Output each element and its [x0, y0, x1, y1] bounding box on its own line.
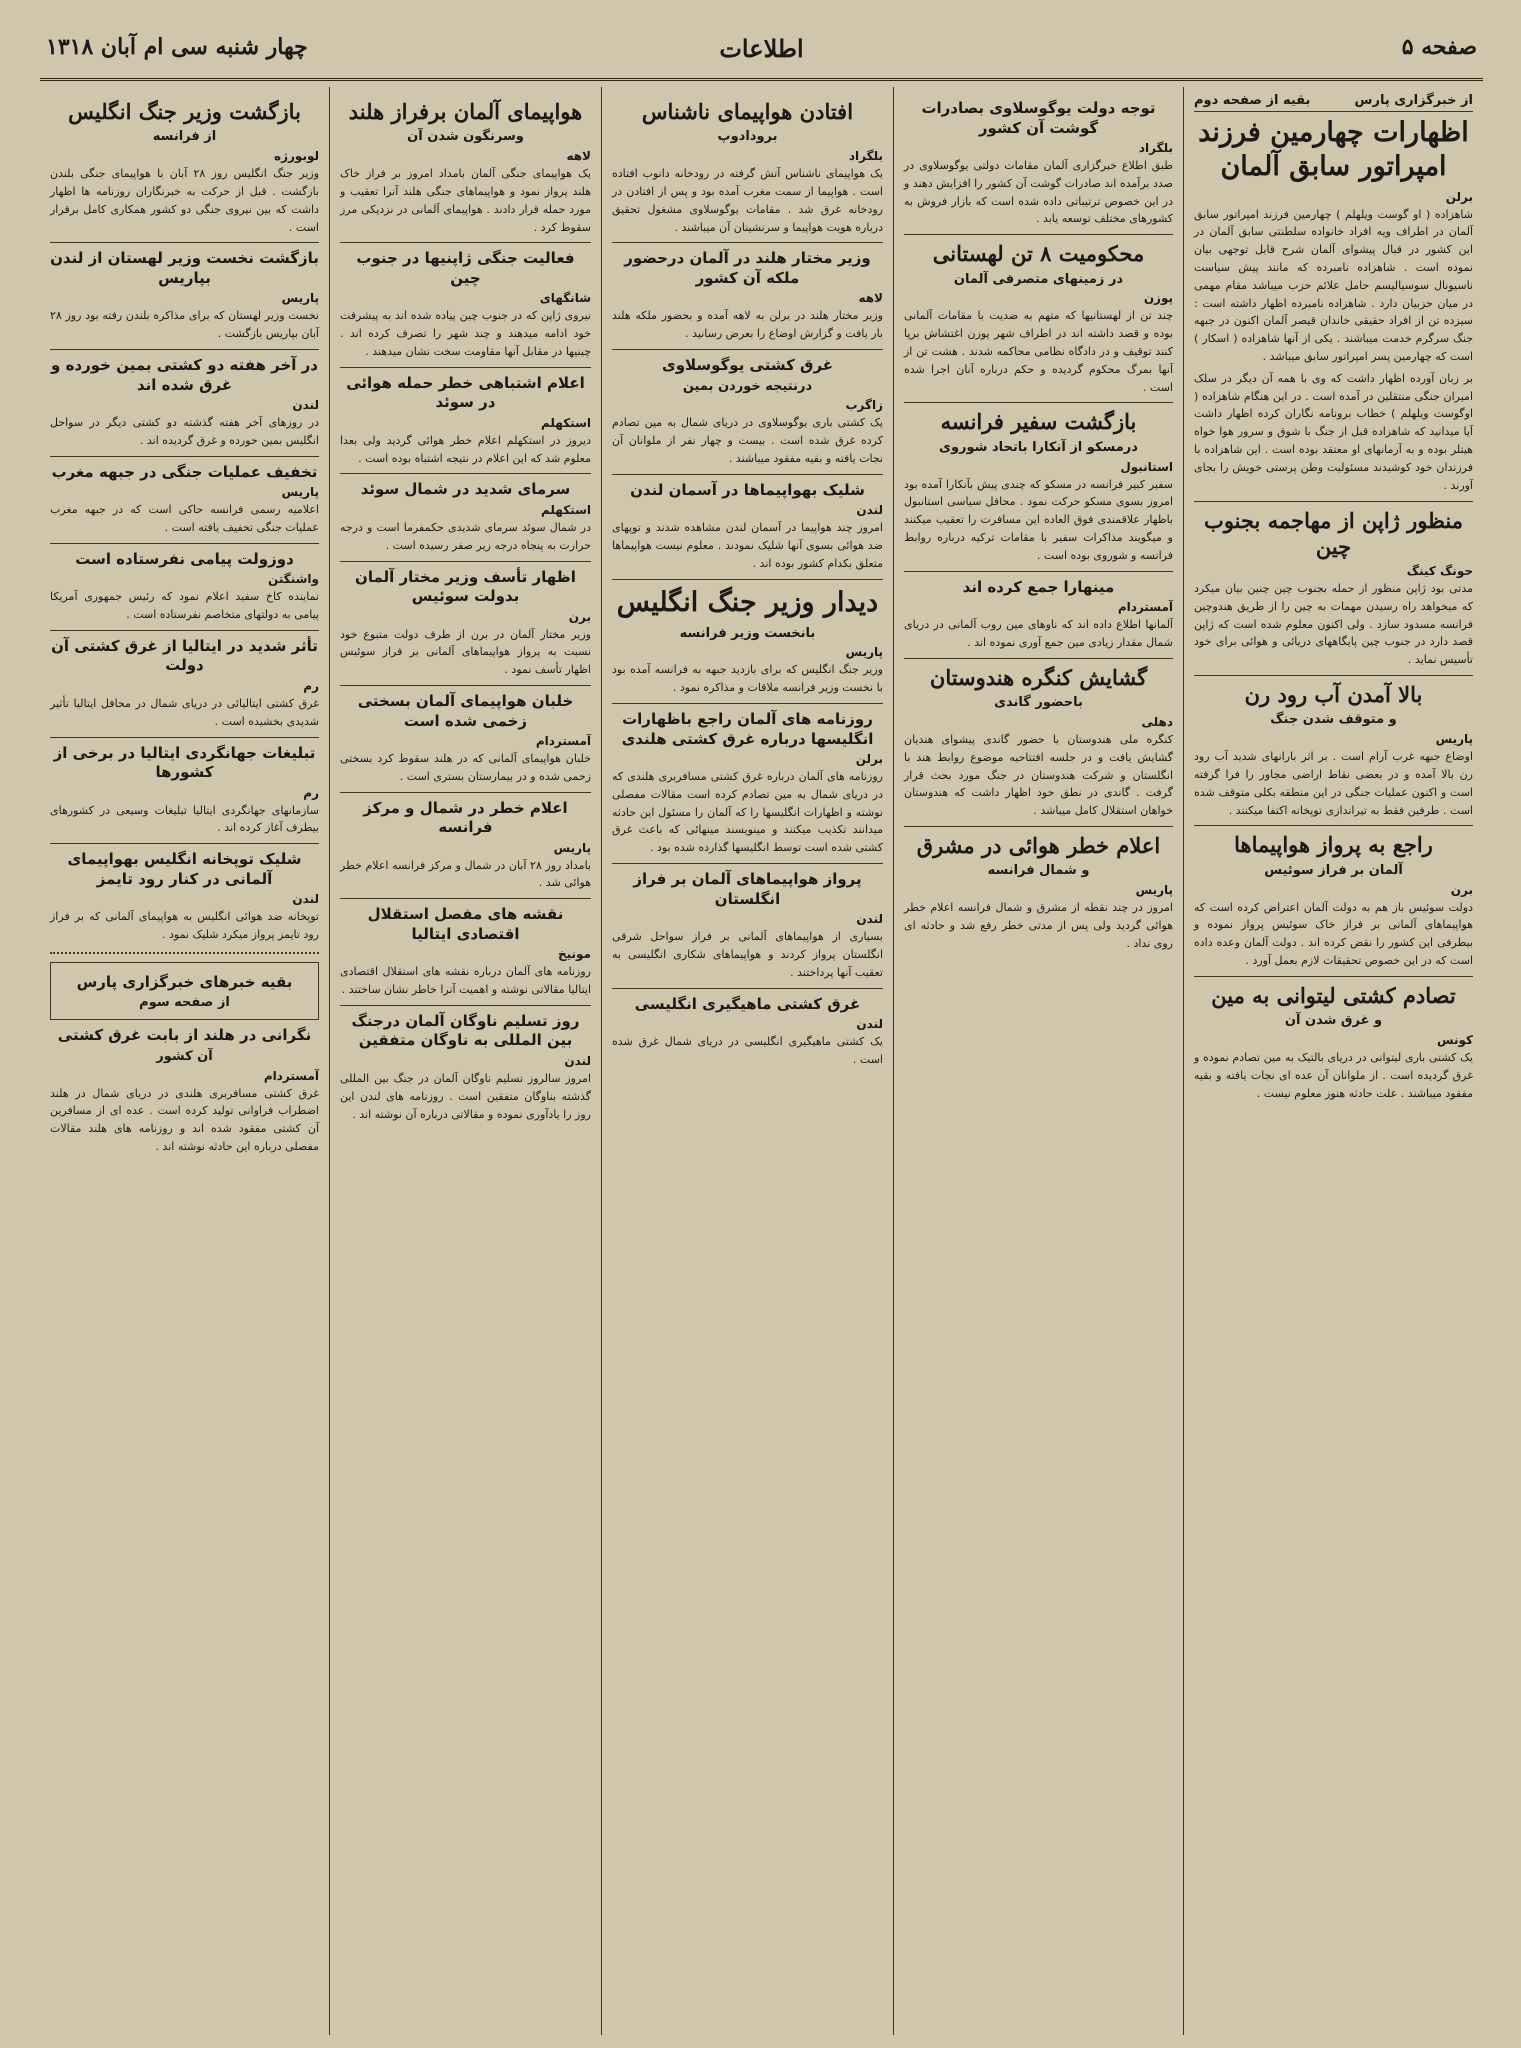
divider: [612, 703, 883, 704]
subheadline: آن کشور: [156, 1048, 213, 1064]
dateline: زاگرب: [845, 398, 883, 413]
dateline: آمستردام: [535, 734, 591, 749]
divider: [612, 349, 883, 350]
dateline: آمستردام: [263, 1068, 319, 1083]
article-body: روزنامه های آلمان درباره نقشه های استقلال اقتصادی ایتالیا مقالاتی نوشته و اهمیت آنرا خاطر نشان ساختند .: [340, 965, 591, 997]
article-body: اوضاع جبهه غرب آرام است . بر اثر بارانهای شدید آب رود رن بالا آمده و در بعضی نقاط اراضی مجاور را فرا گرفته است و اکنون عملیات جنگی در این منطقه بکلی متوقف شده است . طرفین فقط به تیراندازی توپخانه اکتفا میکنند .: [1194, 750, 1473, 817]
dateline: پاریس: [845, 645, 883, 660]
divider: [340, 561, 591, 562]
subheadline: برودادوپ: [717, 129, 778, 145]
article-body: طبق اطلاع خبرگزاری آلمان مقامات دولتی یوگوسلاوی در صدد برآمده اند صادرات گوشت آن کشور را افزایش دهند و در این خصوص ترتیباتی داده شده است که بازار فروش به کشورهای مختلف توسعه یابد .: [904, 159, 1173, 226]
headline-roosevelt: دوزولت پیامی نفرستاده است: [75, 549, 294, 568]
headline-german-press: روزنامه های آلمان راجع باظهارات انگلیسها درباره غرق کشتی هلندی: [621, 710, 874, 748]
headline-plane-holland: هواپیمای آلمان برفراز هلند: [348, 99, 583, 124]
dateline: لندن: [564, 1053, 591, 1068]
divider: [1194, 675, 1473, 676]
article-body: یک هواپیمای جنگی آلمان بامداد امروز بر فراز خاک هلند پرواز نمود و هواپیماهای جنگی هلند آنرا تعقیب و مورد حمله قرار دادند . هواپیمای آلمانی در نزدیکی مرز سقوط کرد .: [340, 167, 591, 234]
divider: [340, 685, 591, 686]
continued-title: بقیه خبرهای خبرگزاری پارس: [76, 972, 293, 991]
divider: [904, 658, 1173, 659]
divider: [340, 367, 591, 368]
divider: [904, 234, 1173, 235]
article-body: دیروز در استکهلم اعلام خطر هوائی گردید ولی بعدا معلوم شد که این اعلام در نتیجه اشتباه بوده است .: [340, 433, 591, 465]
headline-polish-pm: بازگشت نخست وزیر لهستان از لندن بپاریس: [50, 249, 319, 287]
article-body: خلبان هواپیمای آلمانی که در هلند سقوط کرد بسختی زخمی شده و در بیمارستان بستری است .: [340, 752, 591, 783]
dateline: بلگراد: [848, 149, 883, 164]
headline-pilot-injured: خلبان هواپیمای آلمان بسختی زخمی شده است: [357, 692, 574, 730]
dotted-divider: [50, 952, 319, 954]
continued-box: [50, 962, 319, 1020]
headline-mines: مینهارا جمع کرده اند: [962, 577, 1115, 596]
columns: [40, 87, 1483, 2035]
divider: [50, 349, 319, 350]
headline-fleet-surrender: روز تسلیم ناوگان آلمان درجنگ بین المللی به ناوگان متفقین: [351, 1011, 580, 1050]
subheadline: درنتیجه خوردن بمین: [682, 378, 813, 394]
column-3: [601, 87, 893, 2035]
headline-kaiser-son: اظهارات چهارمین فرزند امپراتور سابق آلمان: [1198, 117, 1469, 182]
article-body: چند تن از لهستانیها که متهم به ضدیت با مقامات آلمانی بوده و قصد داشته اند در اطراف شهر پوزن اغتشاش برپا کنند توقیف و در دادگاه نظامی محاکمه شدند . هشت تن از آنها بمرگ محکوم گردیده و حکم درباره آنان اجرا شده است .: [904, 309, 1173, 394]
divider: [50, 456, 319, 457]
dateline: رم: [303, 678, 319, 693]
article-body: شاهزاده ( او گوست ویلهلم ) چهارمین فرزند امپراتور سابق آلمان در اطراف ویه افراد خانواده سلطنتی سابق آلمان در این کشور در قبال پیشوای آلمان شرح قابل توجهی بیان نموده است . شاهزاده نامبرده که مانند پیش سیاست ناسیونال سوسیالیسم حامل علائم حزب میباشد مقام مهمی در میان حزبیان دارد . شاهزاده نامبرده اظهار داشته است : سیزده تن از افراد حقیقی خاندان قیصر آلمان اکنون در جبهه جنگ سرگرم خدمت میباشند . یکی از آنها شاهزاده ( اسکار ) است که چهارمین پسر امپراتور سابق میباشد .: [1194, 207, 1473, 363]
dateline: لندن: [856, 503, 883, 518]
article-body: امروز چند هواپیما در آسمان لندن مشاهده شدند و توپهای ضد هوائی بسوی آنها شلیک نمودند . معلوم نیست هواپیماها متعلق بکدام کشور بوده اند .: [612, 521, 883, 570]
headline-two-ships: در آخر هفته دو کشتی بمین خورده و غرق شده اند: [51, 356, 318, 394]
headline-french-ambassador: بازگشت سفیر فرانسه: [940, 409, 1137, 435]
dateline: لندن: [292, 892, 319, 907]
divider: [50, 630, 319, 631]
headline-dutch-envoy: وزیر مختار هلند در آلمان درحضور ملکه آن کشور: [624, 249, 871, 287]
continued-subtitle: از صفحه سوم: [139, 995, 230, 1011]
headline-war-minister-visit: دیدار وزیر جنگ انگلیس: [616, 586, 879, 618]
divider: [612, 863, 883, 864]
column-5: [40, 87, 329, 2035]
subheadline: درمسکو از آنکارا باتحاد شوروی: [939, 439, 1138, 455]
headline-sweden-cold: سرمای شدید در شمال سوئد: [360, 480, 571, 499]
headline-western-front: تخفیف عملیات جنگی در جبهه مغرب: [51, 462, 318, 481]
subheadline: وسرنگون شدن آن: [407, 129, 524, 145]
article-body: در روزهای آخر هفته گذشته دو کشتی دیگر در سواحل انگلیس بمین خورده و غرق گردیده اند .: [50, 416, 319, 447]
kicker-continued: بقیه از صفحه دوم: [1194, 93, 1311, 108]
headline-dutch-worry: نگرانی در هلند از بابت غرق کشتی: [57, 1026, 312, 1045]
article-body: غرق کشتی ایتالیائی در دریای شمال در محافل ایتالیا تأثیر شدیدی بخشیده است .: [50, 696, 319, 728]
headline-italy-sorrow: تأثر شدید در ایتالیا از غرق کشتی آن دولت: [51, 636, 318, 675]
column-kicker: [1194, 93, 1473, 112]
dateline: برن: [568, 609, 591, 624]
dateline: برلن: [1445, 189, 1473, 204]
headline-sweden-false-alert: اعلام اشتباهی خطر حمله هوائی در سوئد: [346, 373, 585, 412]
article-body: نخست وزیر لهستان که برای مذاکره بلندن رفته بود روز ۲۸ آبان بپاریس بازگشت .: [50, 309, 319, 341]
divider: [340, 792, 591, 793]
headline-japan-south-china: منظور ژاپن از مهاجمه بجنوب چین: [1204, 507, 1463, 559]
divider: [904, 571, 1173, 572]
dateline: استکهلم: [540, 415, 591, 430]
article-body: روزنامه های آلمان درباره غرق کشتی مسافربری هلندی که در دریای شمال به مین تصادم کرده است مقالات مفصلی نوشته و اظهارات انگلیسها را که آلمان را مسئول این حادثه میدانند تکذیب میکنند و مینویسند مینهائی که باعث غرق کشتی شده است توسط انگلیسها گذارده شده بود .: [612, 770, 883, 855]
divider: [50, 843, 319, 844]
dateline: حونگ کینگ: [1406, 564, 1473, 578]
dateline: لندن: [856, 1017, 883, 1032]
article-body: وزیر مختار هلند در برلن به لاهه آمده و بحضور ملکه هلند بار یافت و گزارش اوضاع را بعرض رسانید .: [612, 309, 883, 341]
headline-polish-sentence: محکومیت ۸ تن لهستانی: [932, 241, 1145, 267]
subheadline: آلمان بر فراز سوئیس: [1264, 862, 1403, 878]
article-body: وزیر مختار آلمان در برن از طرف دولت متبوع خود نسبت به پرواز هواپیماهای آلمانی بر فراز سوئیس اظهار تأسف نمود .: [340, 627, 591, 677]
article-body: یک کشتی باری لیتوانی در دریای بالتیک به مین تصادم نموده و غرق گردیده است . از ملوانان آن عده ای نجات یافته و بقیه مفقود میباشند . علت حادثه هنوز معلوم نیست .: [1194, 1050, 1473, 1100]
dateline: لاهه: [858, 291, 883, 306]
dateline: پاریس: [1135, 883, 1173, 898]
kicker-source: از خبرگزاری پارس: [1354, 93, 1473, 108]
divider: [50, 737, 319, 738]
dateline: بلگراد: [1138, 141, 1173, 155]
dateline: لندن: [292, 398, 319, 413]
article-body: یک کشتی ماهیگیری انگلیسی در دریای شمال غرق شده است .: [612, 1035, 883, 1066]
article-body: در شمال سوئد سرمای شدیدی حکمفرما است و درجه حرارت به پنجاه درجه زیر صفر رسیده است .: [340, 520, 591, 552]
divider: [612, 474, 883, 475]
divider: [50, 242, 319, 243]
article-body: سفیر کبیر فرانسه در مسکو که چندی پیش بآنکارا آمده بود امروز بسوی مسکو حرکت نمود . محافل سیاسی استانبول باظهار علاقمندی فوق العاده این مسافرت را تعقیب میکنند و میگویند مذاکرات سفیر با مقامات ترکیه درباره روابط فرانسه و شوروی بوده است .: [904, 477, 1173, 562]
dateline: لوبورژه: [274, 149, 319, 164]
dateline: رم: [303, 785, 319, 800]
divider: [904, 402, 1173, 403]
headline-rhine-flood: بالا آمدن آب رود رن: [1244, 682, 1423, 708]
article-body: امروز در چند نقطه از مشرق و شمال فرانسه اعلام خطر هوائی گردید ولی پس از مدتی خطر رفع شد و حادثه ای روی نداد .: [904, 901, 1173, 950]
headline-thames-firing: شلیک توپخانه انگلیس بهواپیمای آلمانی در کنار رود تایمز: [67, 850, 302, 888]
page-number: صفحه ۵: [1401, 34, 1477, 60]
column-2: [893, 87, 1183, 2035]
dateline: برلن: [855, 752, 883, 767]
article-body: سازمانهای جهانگردی ایتالیا تبلیغات وسیعی در کشورهای بیطرف آغاز کرده اند .: [50, 803, 319, 835]
divider: [612, 242, 883, 243]
headline-unknown-plane: افتادن هواپیمای ناشناس: [641, 99, 854, 124]
headline-london-firing: شلیک بهواپیماها در آسمان لندن: [630, 480, 865, 499]
divider: [50, 543, 319, 544]
dateline: واشنگتن: [268, 572, 319, 587]
headline-flights: راجع به پرواز هواپیماها: [1234, 832, 1433, 858]
subheadline: و متوقف شدن جنگ: [1270, 712, 1397, 728]
headline-air-alert-france: اعلام خطر هوائی در مشرق: [916, 832, 1161, 858]
divider: [1194, 825, 1473, 826]
dateline: پاریس: [553, 840, 591, 855]
article-body: یک کشتی باری یوگوسلاوی در دریای شمال به مین تصادم کرده غرق شده است . بیست و چهار نفر از ملوانان آن نجات یافته و بقیه مفقود میباشند .: [612, 416, 883, 466]
dateline: کونس: [1437, 1032, 1473, 1047]
article-body: کنگره ملی هندوستان با حضور گاندی پیشوای هندیان گشایش یافت و در جلسه افتتاحیه موضوع روابط هند با انگلستان و شرکت هندوستان در جنگ مورد بحث قرار گرفت . گاندی در نطق خود اظهار داشت که هندوستان خواهان استقلال کامل میباشد .: [904, 732, 1173, 818]
article-body: دولت سوئیس باز هم به دولت آلمان اعتراض کرده است که هواپیماهای آلمانی بر فراز خاک سوئیس پرواز نموده و بیطرفی این کشور را نقض کرده اند . دولت آلمان وعده داده است که در این خصوص تحقیقات لازم بعمل آورد .: [1194, 900, 1473, 968]
article-body: غرق کشتی مسافربری هلندی در دریای شمال در هلند اضطراب فراوانی تولید کرده است . عده ای از مسافرین آن کشتی مفقود شده اند و روزنامه های هلند مقالات مفصلی درباره این حادثه نوشته اند .: [50, 1086, 319, 1153]
headline-yugoslav-meat: توجه دولت یوگوسلاوی بصادرات گوشت آن کشور: [921, 99, 1156, 137]
divider: [1194, 976, 1473, 977]
divider: [340, 242, 591, 243]
headline-war-minister-return: بازگشت وزیر جنگ انگلیس: [68, 99, 301, 124]
dateline: برن: [1450, 882, 1473, 897]
article-body: بامداد روز ۲۸ آبان در شمال و مرکز فرانسه اعلام خطر هوائی شد .: [340, 858, 591, 890]
paper-title: اطلاعات: [719, 34, 804, 63]
subheadline: باحضور گاندی: [994, 695, 1083, 711]
headline-flights-england: پرواز هواپیماهای آلمان بر فراز انگلستان: [633, 870, 862, 908]
subheadline: و شمال فرانسه: [987, 863, 1090, 879]
article-body: مدتی بود ژاپن منظور از حمله بجنوب چین چنین بیان میکرد که میخواهد راه رسیدن مهمات به چین را از طریق هندوچین فرانسه مسدود سازد . ولی اکنون معلوم شده است که ژاپن قصد دارد در جنوب چین پایگاههای دریائی و هوائی برای خود تأسیس نماید .: [1194, 582, 1473, 667]
dateline: لاهه: [566, 149, 591, 164]
divider: [612, 988, 883, 989]
article-body: نماینده کاخ سفید اعلام نمود که رئیس جمهوری آمریکا پیامی به دولتهای متخاصم نفرستاده است .: [50, 590, 319, 622]
article-body: امروز سالروز تسلیم ناوگان آلمان در جنگ بین المللی گذشته بناوگان متفقین است . روزنامه های لندن این روز را یادآوری نموده و مقالاتی درباره آن نوشته اند .: [340, 1071, 591, 1121]
dateline: استانبول: [1120, 459, 1173, 474]
headline-yugoslav-ship: غرق کشتی یوگوسلاوی: [661, 356, 834, 375]
divider: [340, 473, 591, 474]
issue-date: چهار شنبه سی ام آبان ۱۳۱۸: [46, 34, 308, 60]
article-body: نیروی ژاپن که در جنوب چین پیاده شده اند به پیشرفت خود ادامه میدهند و چند شهر را تصرف کرده اند . چینیها در مقابل آنها مقاومت سخت نشان میدهند .: [340, 309, 591, 359]
dateline: پاریس: [281, 291, 319, 306]
headline-japan-activity: فعالیت جنگی ژاپنیها در جنوب چین: [356, 249, 575, 287]
column-4: [329, 87, 601, 2035]
article-body: بر زبان آورده اظهار داشت که وی با همه آن دیگر در سلک امیران جنگی منتقلین در آمده است . در این هنگام شاهزاده ( اوگوست ویلهلم ) خطاب برونامه نگاران کرده اظهار داشت آیا میدانید که شاهزاده قبل از جنگ با شوق و سرور هوا خواه هیتلر بوده و به آرمانهای او معتقد بوده است . این شاهزاده با فرزندان خود کوشیدند مسئولیت وطن پرستی خویش را بجای آورند .: [1194, 371, 1473, 492]
article-body: یک هواپیمای ناشناس آتش گرفته در رودخانه دانوب افتاده است . هواپیما از سمت مغرب آمده بود و پس از افتادن در رودخانه غرق شد . مقامات یوگوسلاوی مشغول تحقیق درباره هویت هواپیما و سرنشینان آن میباشند .: [612, 167, 883, 234]
dateline: استکهلم: [540, 502, 591, 517]
divider: [340, 1005, 591, 1006]
divider: [1194, 501, 1473, 502]
divider: [904, 826, 1173, 827]
article-body: وزیر جنگ انگلیس که برای بازدید جبهه به فرانسه آمده بود با نخست وزیر فرانسه ملاقات و مذاکره نمود .: [612, 663, 883, 695]
headline-italy-economy: نقشه های مفصل استقلال اقتصادی ایتالیا: [367, 905, 564, 943]
column-1: [1183, 87, 1483, 2035]
masthead: [40, 22, 1483, 81]
dateline: آمستردام: [1117, 600, 1173, 615]
dateline: لندن: [856, 912, 883, 927]
article-body: اعلامیه رسمی فرانسه حاکی است که در جبهه مغرب عملیات جنگی تخفیف یافته است .: [50, 503, 319, 534]
article-body: آلمانها اطلاع داده اند که ناوهای مین روب آلمانی در دریای شمال مقدار زیادی مین جمع آوری نموده اند .: [904, 618, 1173, 649]
subheadline: در زمینهای متصرفی آلمان: [953, 271, 1124, 287]
dateline: پاریس: [1435, 732, 1473, 747]
dateline: مونیخ: [557, 947, 591, 962]
dateline: پوزن: [1143, 291, 1173, 306]
headline-india-congress: گشایش کنگره هندوستان: [929, 664, 1148, 690]
headline-fishing-boat: غرق کشتی ماهیگیری انگلیسی: [634, 994, 861, 1013]
article-body: وزیر جنگ انگلیس روز ۲۸ آبان با هواپیمای جنگی بلندن بازگشت . قبل از حرکت به خبرنگاران روزنامه ها اظهار داشت که بین نیروی جنگی دو کشور همکاری کامل برقرار است .: [50, 167, 320, 234]
divider: [612, 579, 883, 580]
article-body: توپخانه ضد هوائی انگلیس به هواپیمای آلمانی که بر فراز رود تایمز پرواز میکرد شلیک نمود .: [50, 910, 319, 941]
headline-lithuanian-ship: تصادم کشتی لیتوانی به مین: [1211, 982, 1456, 1008]
subheadline: بانخست وزیر فرانسه: [679, 625, 816, 641]
dateline: شانگهای: [539, 291, 591, 306]
headline-alert-france: اعلام خطر در شمال و مرکز فرانسه: [363, 798, 568, 837]
subheadline: از فرانسه: [152, 129, 217, 145]
divider: [340, 898, 591, 899]
article-body: بسیاری از هواپیماهای آلمانی بر فراز سواحل شرقی انگلستان پرواز کردند و هواپیماهای شکاری انگلیسی به تعقیب آنها پرداختند .: [612, 930, 883, 979]
headline-italy-tourism: تبلیغات جهانگردی ایتالیا در برخی از کشورها: [53, 743, 316, 782]
headline-german-regret: اظهار تأسف وزیر مختار آلمان بدولت سوئیس: [355, 567, 576, 606]
dateline: دهلی: [1141, 714, 1173, 729]
dateline: پاریس: [281, 485, 319, 500]
subheadline: و غرق شدن آن: [1284, 1013, 1383, 1029]
